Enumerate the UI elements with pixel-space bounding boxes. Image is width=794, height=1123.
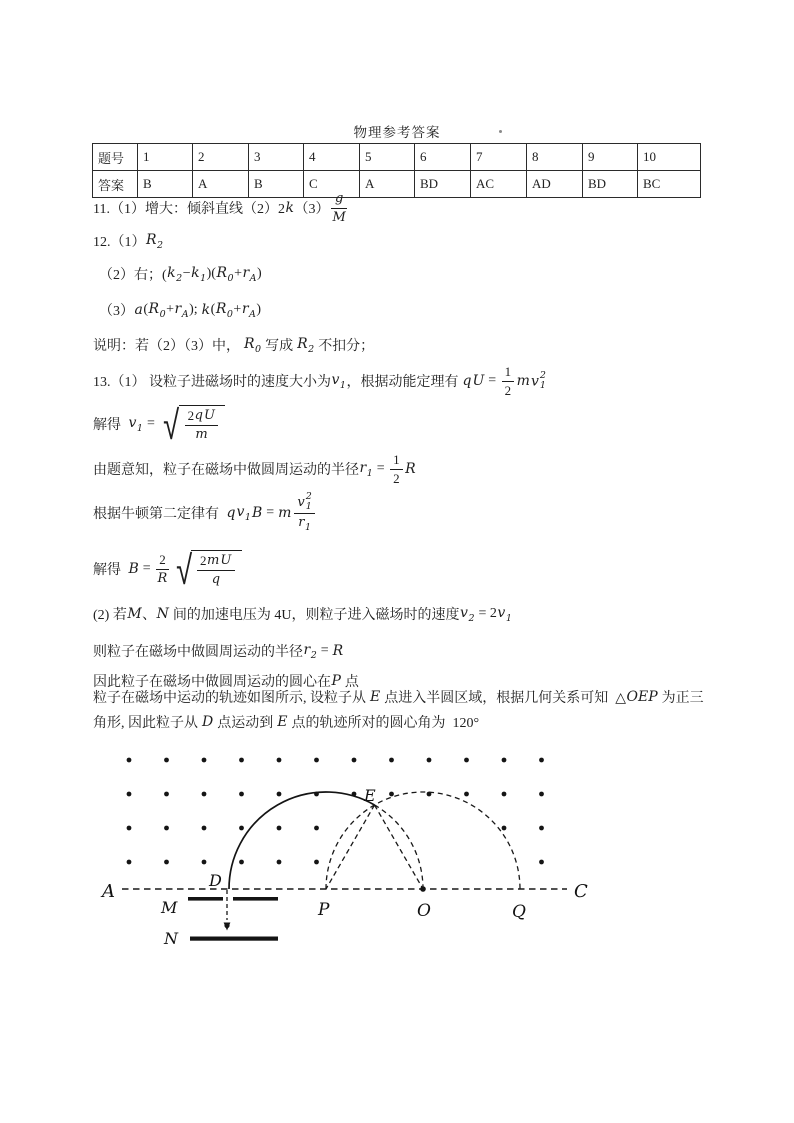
math-sub: A (181, 308, 189, 320)
math-sub: 0 (159, 308, 166, 320)
question-number: 9 (583, 144, 638, 171)
math-text: ) (257, 266, 262, 281)
math-var: OEP (626, 689, 658, 705)
math-var: $R_2$ (146, 231, 164, 251)
math-text: + (166, 302, 175, 317)
math-var: P (331, 673, 341, 689)
field-dot (502, 826, 507, 831)
label-C: C (574, 881, 588, 902)
math-text: ); (189, 302, 202, 317)
field-dot (164, 792, 169, 797)
math-text: 点的轨迹所对的圆心角为 120° (287, 716, 480, 731)
math-text: ( (210, 302, 216, 317)
math-sub: 2 (468, 612, 475, 624)
plate-M-left (188, 897, 223, 901)
field-dot (352, 758, 357, 763)
semicircle-region-boundary (326, 792, 520, 889)
math-sub: 2 (157, 239, 164, 251)
field-dot (502, 758, 507, 763)
question-number: 1 (138, 144, 193, 171)
math-text: )( (206, 266, 216, 281)
math-text: = (139, 561, 155, 576)
math-text: + (233, 302, 242, 317)
field-dot (239, 758, 244, 763)
math-text: 点运动到 (213, 716, 277, 731)
field-dot (539, 860, 544, 865)
answer-line-13-10 (93, 713, 479, 731)
math-fraction (156, 552, 169, 586)
answer-cell: B (138, 171, 193, 198)
math-text: − (182, 266, 191, 281)
point-O-dot (420, 886, 426, 892)
field-dot (314, 758, 319, 763)
math-denominator (393, 470, 400, 487)
answer-cell: BC (638, 171, 701, 198)
label-P: P (318, 900, 330, 920)
math-numerator (197, 553, 235, 571)
label-E: E (364, 786, 376, 805)
field-dot (127, 826, 132, 831)
math-var: $r_A$ (242, 264, 257, 284)
math-sup: 2 (539, 369, 546, 381)
field-dot (539, 792, 544, 797)
math-sub: 1 (136, 422, 143, 434)
label-D: D (209, 871, 222, 890)
math-fraction (197, 553, 235, 587)
answer-line-12-3 (99, 299, 261, 321)
table-header-cell: 题号 (93, 144, 138, 171)
math-var: q (226, 505, 236, 521)
math-text: 、 (142, 608, 157, 623)
math-var: $v_1$ (236, 503, 251, 523)
math-var: $r_A$ (241, 300, 256, 320)
math-text: 则粒子在磁场中做圆周运动的半径 (93, 645, 303, 660)
math-text: 由题意知，粒子在磁场中做圆周运动的半径 (93, 463, 359, 478)
math-var: $v_1$ (128, 414, 143, 434)
math-radicand (191, 550, 242, 587)
math-text: = (143, 416, 159, 431)
math-var: q (211, 572, 221, 587)
question-number: 6 (415, 144, 471, 171)
page-title: 物理参考答案 (353, 125, 441, 140)
answer-line-12-1 (93, 231, 164, 251)
math-text: = (373, 461, 389, 476)
field-dot (202, 758, 207, 763)
math-var: a (134, 302, 143, 318)
field-dot (314, 826, 319, 831)
label-O: O (417, 901, 431, 921)
math-sub: 2 (308, 343, 315, 355)
math-var: k (285, 200, 294, 216)
math-var: U (203, 408, 215, 424)
plate-N (190, 937, 278, 941)
math-text: 13.（1） 设粒子进磁场时的速度大小为 (93, 375, 331, 390)
math-supsub (540, 371, 546, 390)
field-dot (427, 758, 432, 763)
field-dot (389, 758, 394, 763)
math-var: M (127, 606, 142, 622)
answer-cell: A (360, 171, 415, 198)
math-var: $R_0$ (215, 300, 233, 320)
label-M: M (161, 898, 178, 917)
math-sub: 1 (505, 612, 512, 624)
answer-line-13-2 (93, 401, 225, 450)
math-numerator (502, 364, 515, 382)
math-var: v 2 1 (297, 490, 312, 512)
field-dot (127, 758, 132, 763)
math-text: = 2 (475, 606, 497, 621)
math-var: $R_2$ (297, 335, 315, 355)
answer-cell: B (249, 171, 304, 198)
math-text: 点进入半圆区域，根据几何关系可知 △ (380, 691, 626, 706)
answer-line-12-2 (99, 263, 262, 285)
answer-line-13-6 (93, 604, 512, 624)
answer-line-13-5 (93, 546, 242, 595)
math-var: k (201, 302, 211, 318)
math-supsub (306, 492, 312, 511)
math-var: $v_1$ (331, 371, 346, 391)
math-denominator (195, 426, 208, 443)
math-text: (2) 若 (93, 608, 127, 623)
math-text: = (262, 505, 278, 520)
math-text: ) (256, 302, 262, 317)
math-text: 根据牛顿第二定律有 (93, 507, 226, 522)
trajectory-arc-DE (229, 792, 375, 889)
question-number: 5 (360, 144, 415, 171)
label-N: N (164, 929, 178, 948)
math-text: （2）右；( (99, 268, 167, 283)
math-var: m (206, 553, 220, 569)
answer-line-12-note (93, 335, 374, 355)
field-dot (539, 826, 544, 831)
math-text: ，根据动能定理有 (346, 375, 462, 390)
math-text: = (484, 373, 500, 388)
math-text: 2 (159, 551, 166, 567)
question-number: 2 (193, 144, 249, 171)
math-var: $r_2$ (303, 641, 317, 661)
question-number: 8 (527, 144, 583, 171)
field-diagram (95, 746, 600, 961)
field-dot (202, 826, 207, 831)
math-numerator (185, 408, 219, 426)
math-text: 写成 (261, 339, 297, 354)
math-sub: 1 (539, 379, 546, 391)
field-dot (314, 860, 319, 865)
math-var: R (157, 570, 168, 586)
math-text: 2 (393, 470, 400, 486)
math-var: m (195, 427, 208, 442)
math-denominator (157, 570, 168, 587)
math-var: N (156, 606, 169, 622)
math-sup: 2 (305, 490, 312, 502)
field-dot (277, 792, 282, 797)
math-text: 2 (199, 553, 207, 569)
math-fraction (331, 191, 346, 225)
math-sub: A (249, 308, 256, 320)
math-text: 2 (187, 408, 195, 424)
field-dot (389, 792, 394, 797)
answer-line-13-9 (93, 688, 704, 706)
math-text: 因此粒子在磁场中做圆周运动的圆心在 (93, 675, 331, 690)
math-text: 为正三 (658, 691, 704, 706)
math-sub: 0 (255, 343, 262, 355)
math-sub: 1 (305, 500, 312, 512)
math-sub: 1 (339, 379, 346, 391)
answer-cell: BD (415, 171, 471, 198)
math-text: + (234, 266, 242, 281)
table-row-numbers (93, 144, 701, 171)
trajectory-arc-EO-dashed (375, 805, 424, 889)
math-var: D (202, 714, 214, 730)
math-sub: 1 (200, 272, 207, 284)
math-text: 点 (341, 675, 359, 690)
question-number: 3 (249, 144, 304, 171)
label-A: A (102, 881, 115, 902)
math-var: R (405, 461, 416, 477)
field-dot (127, 792, 132, 797)
math-fraction (502, 364, 515, 398)
question-number: 10 (638, 144, 701, 171)
math-text: ( (143, 302, 149, 317)
question-number: 7 (471, 144, 527, 171)
answer-line-13-4 (93, 492, 317, 534)
math-text: 2 (504, 382, 512, 398)
math-text: （3） (294, 202, 330, 217)
answer-line-13-7 (93, 641, 344, 661)
math-text: 间的加速电压为 4U，则粒子进入磁场时的速度 (169, 608, 460, 623)
math-denominator (211, 571, 220, 588)
math-sub: A (249, 272, 257, 284)
math-radicand (179, 405, 226, 442)
chord-EO (375, 805, 424, 889)
math-var: $R_0$ (148, 300, 166, 320)
math-numerator (331, 191, 346, 209)
math-var: m (516, 373, 530, 389)
field-dot (164, 758, 169, 763)
field-dot (539, 758, 544, 763)
chord-EP (326, 805, 375, 889)
math-text: 12.（1） (93, 235, 146, 250)
field-dot (464, 792, 469, 797)
math-numerator (294, 490, 315, 514)
math-var: B (128, 561, 139, 577)
math-var: g (334, 190, 344, 206)
math-fraction (185, 408, 219, 442)
math-text: （3） (99, 304, 134, 319)
field-dot (239, 860, 244, 865)
field-dot (202, 860, 207, 865)
field-dot (239, 826, 244, 831)
plate-M-right (233, 897, 278, 901)
math-var: q (462, 373, 472, 389)
math-text: 解得 (93, 563, 128, 578)
answer-cell: AD (527, 171, 583, 198)
math-fraction (294, 490, 315, 533)
math-sub: 1 (366, 467, 373, 479)
math-sub: 1 (304, 521, 311, 533)
math-var: $v_2$ (460, 604, 475, 624)
math-text: 1 (393, 451, 400, 467)
radical-sign-icon: √ (163, 401, 180, 450)
field-dot (464, 758, 469, 763)
math-sub: 0 (227, 272, 234, 284)
math-var: U (472, 373, 485, 389)
math-sub: 2 (310, 649, 317, 661)
math-denominator (298, 514, 312, 533)
field-dot (127, 860, 132, 865)
math-text: = (317, 643, 333, 658)
table-header-cell: 答案 (93, 171, 138, 198)
math-sqrt (173, 546, 242, 595)
field-dot (502, 792, 507, 797)
math-text: 不扣分； (314, 339, 375, 354)
math-text: 解得 (93, 418, 128, 433)
answer-line-13-1 (93, 363, 546, 399)
field-dot (239, 792, 244, 797)
math-var: B (251, 505, 263, 521)
question-number: 4 (304, 144, 360, 171)
math-var: q (194, 408, 203, 424)
math-var: $r_A$ (174, 300, 189, 320)
math-sqrt (160, 401, 225, 450)
math-var: E (370, 689, 381, 705)
math-text: 角形, 因此粒子从 (93, 716, 202, 731)
math-fraction (390, 452, 403, 486)
answer-cell: C (304, 171, 360, 198)
scan-speck (499, 130, 502, 133)
math-var: $R_0$ (244, 335, 262, 355)
math-denominator (332, 209, 346, 226)
math-numerator (390, 452, 403, 470)
radical-sign-icon: √ (175, 546, 192, 595)
math-var: $r_1$ (298, 514, 311, 533)
field-dot (277, 758, 282, 763)
answer-cell: BD (583, 171, 638, 198)
label-Q: Q (512, 902, 526, 922)
math-text: 1 (504, 363, 512, 379)
answer-line-13-3 (93, 451, 416, 487)
entry-arrow-dot (224, 923, 229, 928)
field-dot (202, 792, 207, 797)
field-dot (277, 826, 282, 831)
answer-line-11 (93, 190, 349, 226)
math-text: 说明：若（2）（3）中， (93, 339, 244, 354)
answer-cell: A (193, 171, 249, 198)
math-var: E (277, 714, 288, 730)
math-text: 粒子在磁场中运动的轨迹如图所示, 设粒子从 (93, 691, 370, 706)
math-var: R (332, 643, 344, 659)
field-dot (277, 860, 282, 865)
math-var: $v_1$ (497, 604, 512, 624)
math-sub: 2 (176, 272, 183, 284)
math-var: $R_0$ (216, 264, 234, 284)
math-numerator (156, 552, 169, 570)
field-dot (164, 860, 169, 865)
math-var: $k_2$ (167, 264, 183, 284)
math-sub: 0 (226, 308, 233, 320)
math-var: $r_1$ (359, 459, 373, 479)
math-var: U (220, 553, 232, 569)
math-var: $k_1$ (191, 264, 207, 284)
math-var: m (278, 505, 292, 521)
field-dot (164, 826, 169, 831)
math-sub: 1 (244, 511, 251, 523)
math-var: M (332, 209, 346, 225)
math-var: v 2 1 (530, 369, 546, 391)
math-text: 11.（1）增大：倾斜直线（2）2 (93, 202, 285, 217)
answer-cell: AC (471, 171, 527, 198)
math-denominator (505, 382, 512, 399)
